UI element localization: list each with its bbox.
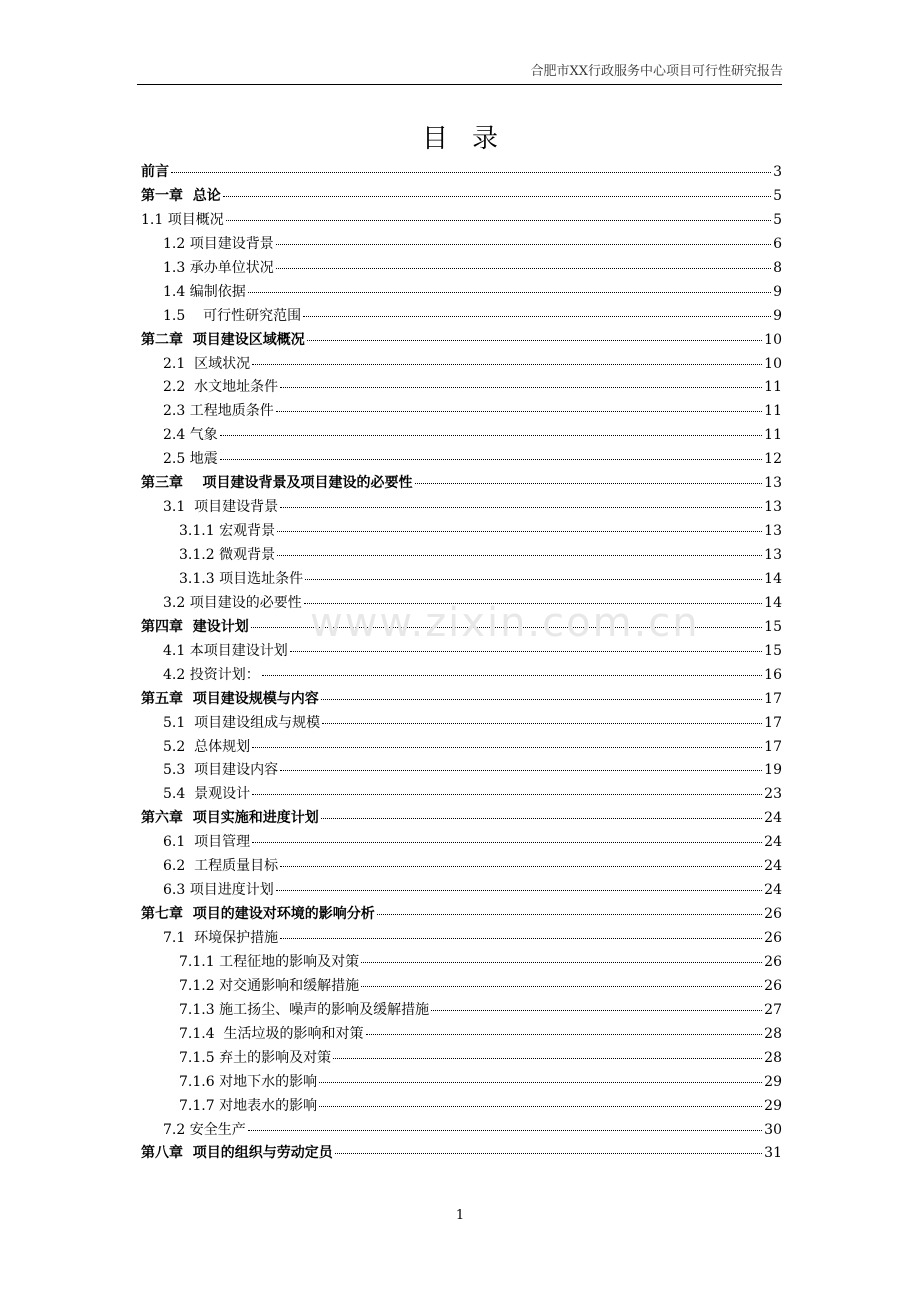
- toc-entry-label: 3.2 项目建设的必要性: [163, 594, 302, 611]
- toc-entry-page: 14: [764, 570, 782, 587]
- toc-leader-dots: [319, 1092, 762, 1107]
- toc-entry-label: 1.4 编制依据: [163, 283, 246, 300]
- toc-entry-label: 7.1 环境保护措施: [163, 930, 279, 946]
- page-number: 1: [455, 1208, 465, 1223]
- toc-entry-page: 24: [764, 834, 782, 851]
- watermark: www.zixin.com.cn: [310, 600, 700, 646]
- toc-entry-page: 8: [773, 259, 782, 276]
- toc-entry-label: 3.1.2 微观背景: [179, 547, 276, 563]
- toc-entry-page: 11: [764, 427, 782, 444]
- toc-leader-dots: [248, 278, 771, 293]
- toc-entry-page: 23: [764, 786, 782, 803]
- toc-leader-dots: [220, 445, 762, 460]
- toc-entry-label: 5.1 项目建设组成与规模: [163, 714, 321, 731]
- toc-entry-label: 第七章 项目的建设对环境的影响分析: [141, 906, 375, 923]
- toc-entry-page: 9: [773, 283, 782, 300]
- toc-entry-label: 4.2 投资计划：: [163, 666, 260, 683]
- toc-leader-dots: [220, 421, 762, 436]
- toc-leader-dots: [223, 182, 771, 197]
- toc-entry-label: 5.3 项目建设内容: [163, 762, 279, 779]
- toc-entry-label: 2.5 地震: [163, 451, 218, 468]
- toc-entry-label: 7.1.1 工程征地的影响及对策: [179, 953, 360, 970]
- toc-entry-label: 6.3 项目进度计划: [163, 882, 274, 899]
- toc-entry-label: 4.1 本项目建设计划: [163, 642, 288, 659]
- toc-leader-dots: [290, 637, 762, 652]
- toc-leader-dots: [251, 613, 762, 628]
- toc-entry-page: 5: [773, 211, 782, 228]
- toc-entry-label: 5.2 总体规划: [163, 738, 251, 755]
- toc-entry-label: 第四章 建设计划: [141, 618, 249, 635]
- toc-entry-label: 2.1 区域状况: [163, 355, 251, 372]
- toc-entry-page: 27: [764, 1001, 782, 1018]
- toc-entry-page: 17: [764, 738, 782, 755]
- toc-leader-dots: [307, 326, 762, 341]
- toc-leader-dots: [335, 1139, 762, 1154]
- toc-entry-label: 5.4 景观设计: [163, 786, 251, 803]
- table-of-contents: [137, 161, 782, 1166]
- toc-entry-page: 28: [764, 1025, 782, 1042]
- toc-entry-page: 11: [764, 379, 782, 396]
- toc-entry[interactable]: [137, 1142, 782, 1166]
- toc-leader-dots: [277, 517, 762, 532]
- toc-entry-page: 13: [764, 499, 782, 516]
- toc-leader-dots: [276, 876, 762, 891]
- header-rule: [137, 84, 782, 85]
- toc-entry-page: 13: [764, 523, 782, 540]
- toc-entry-label: 3.1.1 宏观背景: [179, 523, 276, 540]
- toc-entry-page: 12: [764, 451, 782, 468]
- toc-entry-label: 1.3 承办单位状况: [163, 259, 274, 276]
- toc-entry-label: 7.1.2 对交通影响和缓解措施: [179, 977, 360, 994]
- toc-entry-label: 第二章 项目建设区域概况: [141, 331, 305, 348]
- toc-leader-dots: [262, 661, 762, 676]
- toc-entry-label: 7.1.4 生活垃圾的影响和对策: [179, 1025, 364, 1042]
- toc-entry-label: 7.1.6 对地下水的影响: [179, 1073, 318, 1090]
- toc-entry-page: 26: [764, 906, 782, 923]
- toc-entry-label: 7.1.5 弃土的影响及对策: [179, 1049, 332, 1066]
- toc-leader-dots: [431, 996, 762, 1011]
- toc-entry-label: 7.2 安全生产: [163, 1121, 246, 1138]
- toc-entry-label: 第六章 项目实施和进度计划: [141, 810, 319, 827]
- toc-leader-dots: [361, 948, 762, 963]
- toc-leader-dots: [280, 924, 762, 939]
- toc-leader-dots: [248, 1116, 762, 1131]
- toc-entry-page: 10: [764, 331, 782, 348]
- toc-leader-dots: [361, 972, 762, 987]
- toc-leader-dots: [226, 206, 771, 221]
- toc-entry-page: 28: [764, 1049, 782, 1066]
- toc-entry-page: 29: [764, 1073, 782, 1090]
- toc-leader-dots: [305, 565, 762, 580]
- toc-leader-dots: [321, 804, 762, 819]
- toc-entry-label: 第八章 项目的组织与劳动定员: [141, 1145, 333, 1162]
- toc-leader-dots: [276, 230, 771, 245]
- toc-leader-dots: [366, 1020, 763, 1035]
- toc-leader-dots: [277, 541, 762, 556]
- toc-entry-page: 26: [764, 977, 782, 994]
- toc-leader-dots: [304, 589, 762, 604]
- toc-entry-label: 2.3 工程地质条件: [163, 403, 274, 420]
- toc-entry-label: 6.2 工程质量目标: [163, 858, 279, 875]
- toc-entry-label: 6.1 项目管理: [163, 834, 251, 851]
- toc-entry-page: 13: [764, 547, 782, 563]
- toc-leader-dots: [252, 828, 762, 843]
- toc-entry-page: 3: [773, 164, 782, 180]
- toc-entry-label: 7.1.7 对地表水的影响: [179, 1097, 318, 1114]
- toc-entry-page: 9: [773, 307, 782, 324]
- toc-leader-dots: [276, 397, 762, 412]
- toc-entry-label: 3.1.3 项目选址条件: [179, 570, 304, 587]
- toc-leader-dots: [252, 733, 762, 748]
- toc-entry-label: 1.2 项目建设背景: [163, 235, 274, 252]
- toc-entry-label: 第一章 总论: [141, 187, 221, 204]
- toc-entry-page: 24: [764, 858, 782, 875]
- toc-entry-page: 6: [773, 235, 782, 252]
- toc-leader-dots: [280, 493, 762, 508]
- toc-leader-dots: [280, 852, 762, 867]
- toc-entry-page: 16: [764, 666, 782, 683]
- toc-leader-dots: [252, 780, 762, 795]
- toc-leader-dots: [333, 1044, 762, 1059]
- toc-entry-page: 15: [764, 642, 782, 659]
- toc-entry-page: 24: [764, 882, 782, 899]
- toc-entry-page: 24: [764, 810, 782, 827]
- toc-entry-page: 10: [764, 355, 782, 372]
- toc-entry-page: 14: [764, 594, 782, 611]
- toc-entry-page: 26: [764, 953, 782, 970]
- toc-entry-label: 第三章 项目建设背景及项目建设的必要性: [141, 475, 413, 492]
- toc-entry-label: 1.1 项目概况: [141, 211, 224, 228]
- toc-entry-label: 1.5 可行性研究范围: [163, 307, 302, 324]
- toc-leader-dots: [322, 709, 762, 724]
- toc-entry-page: 5: [773, 187, 782, 204]
- toc-leader-dots: [252, 350, 762, 365]
- toc-entry-label: 2.4 气象: [163, 427, 218, 444]
- toc-entry-page: 31: [764, 1145, 782, 1162]
- toc-entry-label: 3.1 项目建设背景: [163, 499, 279, 516]
- toc-leader-dots: [303, 302, 771, 317]
- toc-entry-page: 19: [764, 762, 782, 779]
- toc-entry-page: 26: [764, 930, 782, 946]
- toc-entry-label: 7.1.3 施工扬尘、噪声的影响及缓解措施: [179, 1001, 430, 1018]
- toc-leader-dots: [280, 756, 762, 771]
- toc-entry-page: 11: [764, 403, 782, 420]
- toc-entry-page: 17: [764, 714, 782, 731]
- toc-entry-page: 13: [764, 475, 782, 492]
- running-header: 合肥市XX行政服务中心项目可行性研究报告: [530, 64, 783, 79]
- toc-entry-label: 第五章 项目建设规模与内容: [141, 690, 319, 707]
- toc-entry-page: 15: [764, 618, 782, 635]
- toc-leader-dots: [171, 158, 771, 173]
- toc-entry-page: 30: [764, 1121, 782, 1138]
- toc-leader-dots: [321, 685, 762, 700]
- toc-leader-dots: [319, 1068, 762, 1083]
- toc-leader-dots: [377, 900, 762, 915]
- toc-entry-label: 前言: [141, 164, 169, 180]
- toc-leader-dots: [280, 373, 762, 388]
- toc-entry-label: 2.2 水文地址条件: [163, 379, 279, 396]
- toc-entry-page: 29: [764, 1097, 782, 1114]
- page-title: 目录: [421, 124, 522, 154]
- toc-entry-page: 17: [764, 690, 782, 707]
- toc-leader-dots: [415, 469, 763, 484]
- toc-leader-dots: [276, 254, 771, 269]
